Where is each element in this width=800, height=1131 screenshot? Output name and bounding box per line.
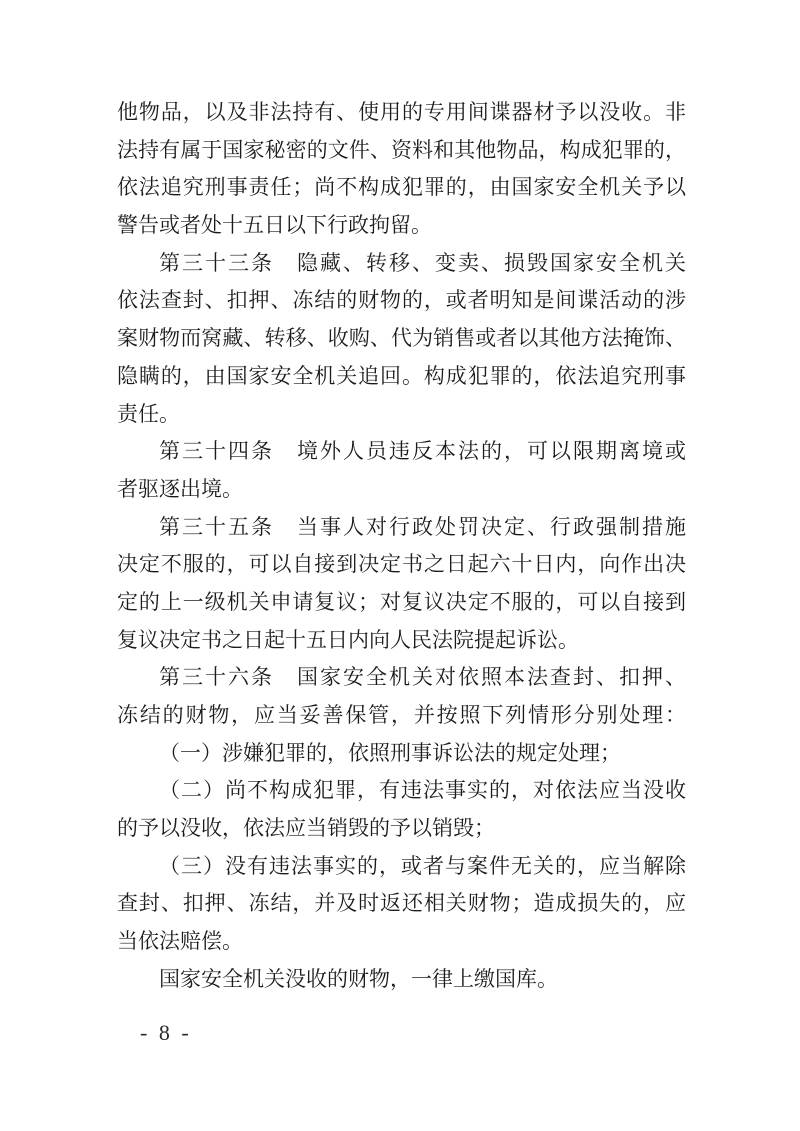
text-line: 当依法赔偿。 xyxy=(117,929,243,954)
page-number: - 8 - xyxy=(140,1020,192,1045)
text-line: 决定不服的，可以自接到决定书之日起六十日内，向作出决 xyxy=(117,552,686,577)
text-line: 案财物而窝藏、转移、收购、代为销售或者以其他方法掩饰、 xyxy=(117,326,686,351)
text-line: 依法查封、扣押、冻结的财物的，或者明知是间谍活动的涉 xyxy=(117,288,686,313)
text-line: 责任。 xyxy=(117,401,180,426)
text-line: 复议决定书之日起十五日内向人民法院提起诉讼。 xyxy=(117,627,579,652)
text-line: （二）尚不构成犯罪，有违法事实的，对依法应当没收 xyxy=(159,778,686,803)
text-line: 国家安全机关没收的财物，一律上缴国库。 xyxy=(159,966,558,991)
text-line: （三）没有违法事实的，或者与案件无关的，应当解除 xyxy=(159,853,686,878)
text-block xyxy=(117,94,686,999)
text-line: （一）涉嫌犯罪的，依照刑事诉讼法的规定处理； xyxy=(159,740,621,765)
text-line: 第三十三条 隐藏、转移、变卖、损毁国家安全机关 xyxy=(159,250,686,275)
text-line: 第三十四条 境外人员违反本法的，可以限期离境或 xyxy=(159,439,686,464)
text-line: 第三十五条 当事人对行政处罚决定、行政强制措施 xyxy=(159,514,686,539)
text-line: 法持有属于国家秘密的文件、资料和其他物品，构成犯罪的， xyxy=(117,137,686,162)
text-line: 查封、扣押、冻结，并及时返还相关财物；造成损失的，应 xyxy=(117,891,686,916)
text-line: 第三十六条 国家安全机关对依照本法查封、扣押、 xyxy=(159,665,686,690)
text-line: 的予以没收，依法应当销毁的予以销毁； xyxy=(117,816,495,841)
text-line: 冻结的财物，应当妥善保管，并按照下列情形分别处理： xyxy=(117,703,686,727)
text-line: 警告或者处十五日以下行政拘留。 xyxy=(117,213,432,238)
text-line: 隐瞒的，由国家安全机关追回。构成犯罪的，依法追究刑事 xyxy=(117,363,686,388)
text-line: 他物品，以及非法持有、使用的专用间谍器材予以没收。非 xyxy=(117,100,686,124)
text-line: 依法追究刑事责任；尚不构成犯罪的，由国家安全机关予以 xyxy=(117,175,686,200)
text-line: 者驱逐出境。 xyxy=(117,476,243,501)
text-line: 定的上一级机关申请复议；对复议决定不服的，可以自接到 xyxy=(117,589,686,614)
